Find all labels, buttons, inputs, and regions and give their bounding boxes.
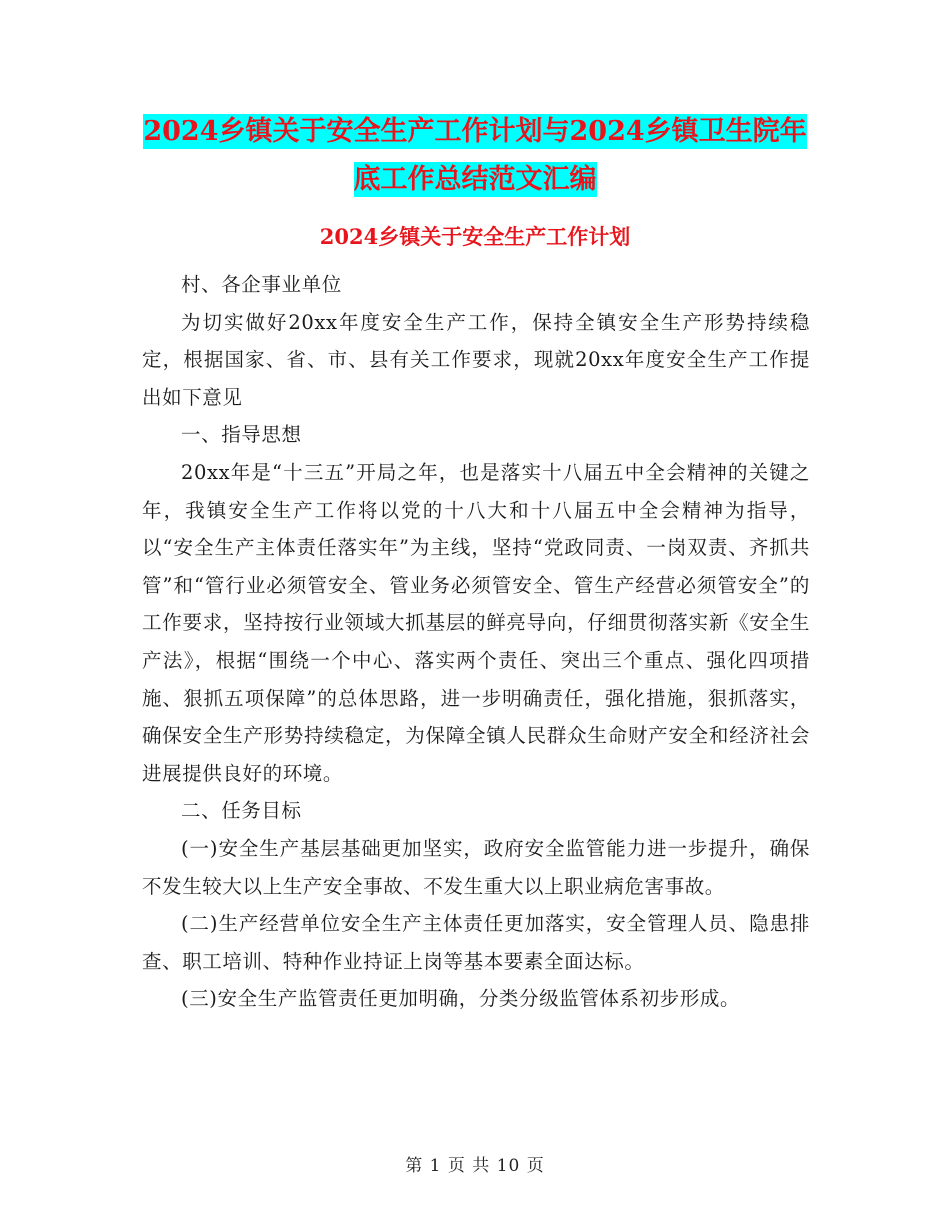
- heading-guiding-ideology: 一、指导思想: [181, 423, 302, 447]
- heading-task-goals: 二、任务目标: [181, 799, 302, 823]
- paragraph-goal-3: (三)安全生产监管责任更加明确，分类分级监管体系初步形成。: [181, 987, 741, 1011]
- document-title-line-2: 底工作总结范文汇编: [353, 164, 597, 195]
- paragraph-goal-1: (一)安全生产基层基础更加坚实，政府安全监管能力进一步提升，确保不发生较大以上生产安全事故、不发生重大以上职业病危害事故。: [142, 836, 810, 898]
- section-title: 2024乡镇关于安全生产工作计划: [319, 224, 631, 249]
- document-body: [142, 266, 810, 1018]
- page-number-footer: 第 1 页 共 10 页: [405, 1156, 545, 1176]
- document-title-line-1: 2024乡镇关于安全生产工作计划与2024乡镇卫生院年: [143, 116, 807, 147]
- paragraph-goal-2: (二)生产经营单位安全生产主体责任更加落实，安全管理人员、隐患排查、职工培训、特种作业持证上岗等基本要素全面达标。: [142, 912, 810, 973]
- paragraph-salutation: 村、各企事业单位: [181, 273, 342, 296]
- paragraph-intro: 为切实做好20xx年度安全生产工作，保持全镇安全生产形势持续稳定，根据国家、省、市、县有关工作要求，现就20xx年度安全生产工作提出如下意见: [142, 310, 810, 409]
- document-title: [140, 108, 810, 204]
- paragraph-guiding-ideology: 20xx年是“十三五”开局之年，也是落实十八届五中全会精神的关键之年，我镇安全生产工作将以党的十八大和十八届五中全会精神为指导，以“安全生产主体责任落实年”为主线，坚持“党政同责、一岗双责、齐抓共管”和“管行业必须管安全、管业务必须管安全、管生产经营必须管安全”的工作要求，坚持按行业领域大抓基层的鲜亮导向，仔细贯彻落实新《安全生产法》，根据“围绕一个中心、落实两个责任、突出三个重点、强化四项措施、狠抓五项保障”的总体思路，进一步明确责任，强化措施，狠抓落实，确保安全生产形势持续稳定，为保障全镇人民群众生命财产安全和经济社会进展提供良好的环境。: [142, 460, 810, 785]
